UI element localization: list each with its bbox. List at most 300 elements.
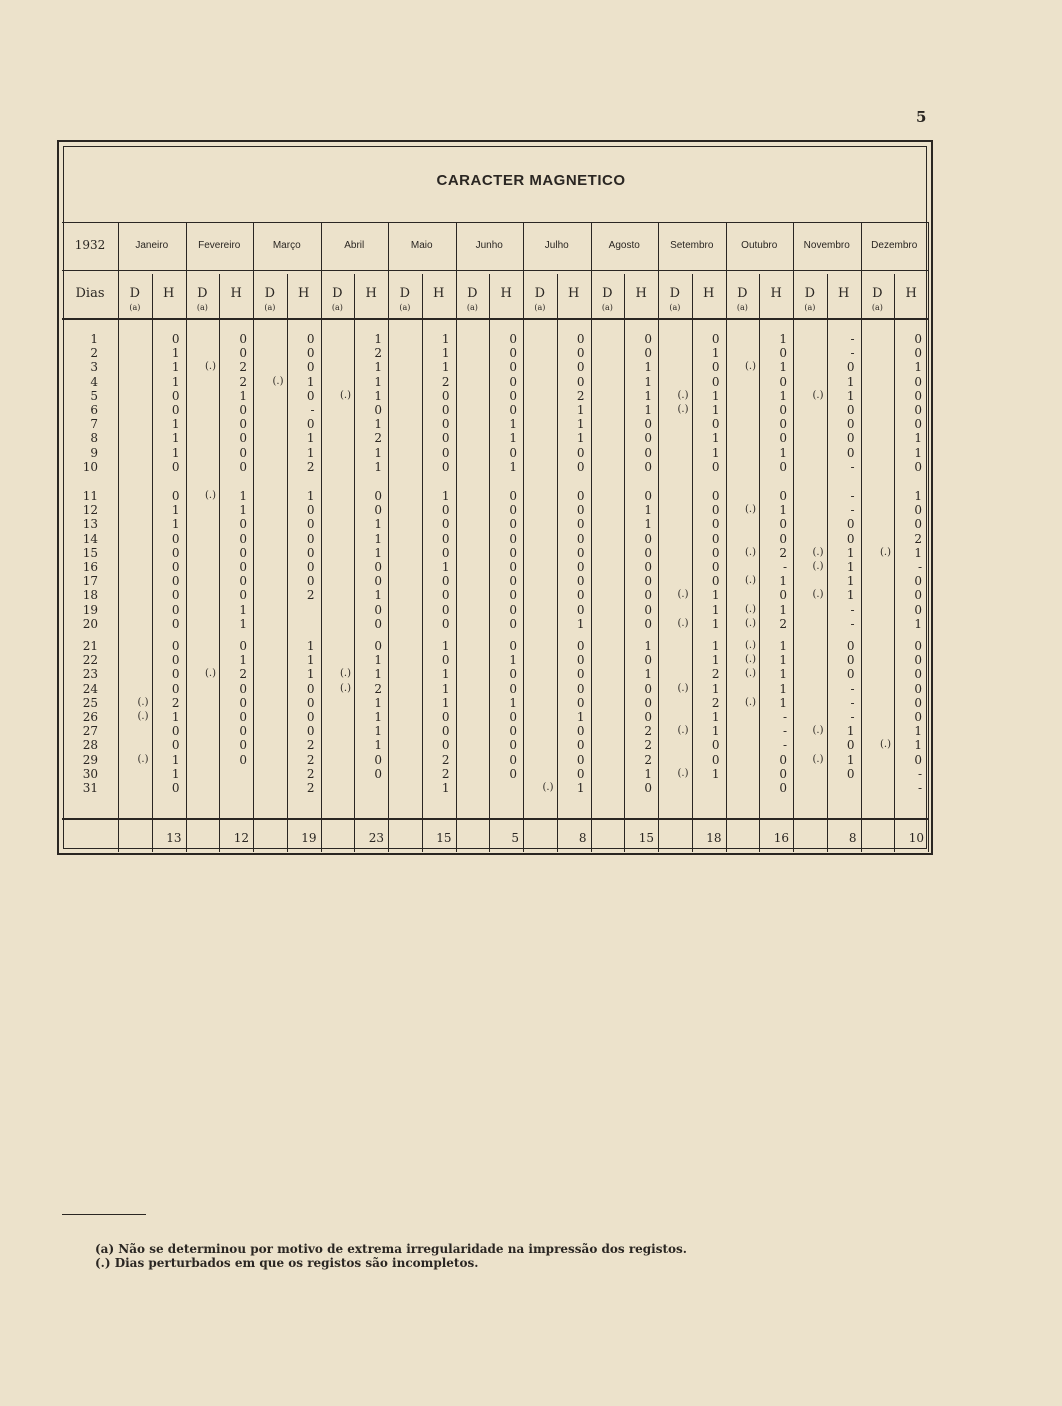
- h-value: 1: [779, 360, 787, 375]
- h-value: 0: [171, 639, 180, 653]
- h-value: 0: [441, 388, 450, 403]
- h-value: 0: [576, 588, 585, 603]
- h-value: 1: [576, 781, 585, 795]
- h-value: 1: [846, 574, 855, 589]
- h-value: 2: [374, 431, 382, 446]
- h-value: 1: [711, 602, 720, 617]
- disturbed-flag: (.): [677, 767, 689, 779]
- h-value: 0: [509, 724, 517, 739]
- h-value: 1: [576, 431, 585, 446]
- h-value: 1: [846, 724, 855, 739]
- h-value: 0: [171, 459, 180, 474]
- h-value: 1: [441, 332, 450, 346]
- h-value: 0: [239, 417, 247, 432]
- disturbed-flag: (.): [677, 725, 689, 737]
- h-value: 0: [306, 545, 315, 560]
- day-number: 22: [82, 653, 98, 668]
- h-value: 0: [644, 445, 652, 460]
- h-value: 0: [846, 639, 855, 653]
- h-value: 0: [441, 503, 450, 518]
- h-value: 0: [914, 503, 922, 518]
- h-value: 1: [171, 766, 180, 781]
- h-header: H: [297, 286, 310, 301]
- h-value: 0: [441, 403, 450, 417]
- day-number: 13: [82, 517, 98, 532]
- monthly-total: 15: [638, 831, 654, 845]
- h-value: 0: [239, 346, 247, 361]
- h-value: 0: [441, 616, 450, 631]
- day-number: 11: [82, 489, 98, 503]
- h-value: 0: [711, 459, 720, 474]
- h-value: 2: [171, 695, 180, 710]
- h-value: 0: [576, 752, 585, 767]
- disturbed-flag: (.): [205, 490, 216, 501]
- h-value: 1: [171, 517, 180, 532]
- h-value: 0: [779, 459, 787, 474]
- h-value: 0: [576, 489, 585, 503]
- h-value: 1: [306, 431, 315, 446]
- h-value: 0: [509, 667, 517, 682]
- h-value: 1: [441, 639, 450, 653]
- h-value: 0: [644, 588, 652, 603]
- h-value: 0: [846, 417, 855, 432]
- h-header: H: [162, 286, 175, 301]
- h-header: H: [837, 286, 850, 301]
- h-value: 1: [576, 616, 585, 631]
- h-value: 0: [509, 545, 517, 560]
- h-value: 0: [509, 588, 517, 603]
- h-value: -: [917, 766, 922, 781]
- h-value: 1: [441, 681, 450, 696]
- h-value: 1: [779, 574, 787, 589]
- h-value: 0: [509, 346, 517, 361]
- h-value: 0: [171, 781, 180, 795]
- d-note: (a): [196, 303, 208, 312]
- h-value: 1: [509, 459, 517, 474]
- h-header: H: [635, 286, 647, 301]
- h-value: 0: [374, 766, 382, 781]
- h-value: 0: [576, 560, 585, 574]
- h-value: 0: [644, 710, 652, 724]
- h-value: 1: [779, 681, 787, 696]
- day-number: 7: [90, 417, 98, 432]
- h-value: 2: [239, 374, 247, 389]
- h-value: 1: [914, 360, 922, 375]
- h-value: 0: [171, 332, 180, 346]
- h-value: 0: [509, 332, 517, 346]
- h-value: 0: [576, 360, 585, 375]
- h-value: 2: [306, 752, 315, 767]
- h-value: 0: [576, 574, 585, 589]
- h-value: 1: [374, 695, 382, 710]
- monthly-total: 15: [436, 831, 452, 845]
- h-value: 1: [374, 653, 382, 668]
- day-number: 21: [82, 639, 98, 653]
- h-value: 1: [779, 695, 787, 710]
- disturbed-flag: (.): [677, 617, 689, 629]
- h-value: 1: [171, 431, 180, 446]
- h-value: 1: [711, 653, 720, 668]
- h-value: 1: [171, 710, 180, 724]
- disturbed-flag: (.): [137, 711, 149, 722]
- h-value: 1: [171, 417, 180, 432]
- monthly-total: 23: [368, 831, 384, 845]
- monthly-total: 10: [908, 831, 924, 845]
- month-divider: [928, 222, 929, 852]
- h-value: 0: [576, 445, 585, 460]
- d-header: D: [602, 286, 613, 301]
- h-value: 0: [914, 388, 922, 403]
- h-value: 0: [306, 360, 315, 375]
- h-value: 1: [509, 653, 517, 668]
- day-number: 3: [90, 360, 98, 375]
- h-value: 0: [509, 738, 517, 753]
- h-value: 1: [374, 710, 382, 724]
- h-value: 0: [914, 459, 922, 474]
- month-divider: [726, 222, 727, 852]
- h-value: 0: [711, 560, 720, 574]
- h-value: 1: [779, 653, 787, 668]
- h-value: 1: [239, 616, 247, 631]
- h-value: 0: [374, 616, 382, 631]
- h-value: 1: [779, 332, 787, 346]
- h-value: 0: [306, 503, 315, 518]
- h-value: 1: [914, 545, 922, 560]
- table-col-divider: [118, 222, 119, 852]
- footnote-rule: [62, 1214, 146, 1215]
- h-value: 0: [644, 574, 652, 589]
- day-number: 10: [82, 459, 98, 474]
- h-value: 1: [644, 517, 652, 532]
- disturbed-flag: (.): [340, 682, 351, 694]
- h-value: 2: [644, 752, 652, 767]
- month-header-fevereiro: Fevereiro: [198, 240, 241, 251]
- h-value: 0: [441, 738, 450, 753]
- h-value: 0: [711, 752, 720, 767]
- h-value: -: [782, 738, 787, 753]
- h-value: 0: [239, 681, 247, 696]
- h-value: 0: [171, 653, 180, 668]
- disturbed-flag: (.): [542, 782, 554, 793]
- d-note: (a): [534, 303, 546, 312]
- h-value: 0: [576, 602, 585, 617]
- d-header: D: [264, 286, 276, 301]
- h-value: 1: [711, 639, 720, 653]
- h-value: 0: [644, 781, 652, 795]
- h-value: 1: [711, 388, 720, 403]
- h-value: 2: [711, 667, 720, 682]
- monthly-total: 8: [848, 831, 857, 845]
- h-value: 1: [374, 360, 382, 375]
- disturbed-flag: (.): [272, 375, 284, 387]
- h-value: 1: [509, 417, 517, 432]
- h-value: 1: [644, 667, 652, 682]
- h-value: 1: [374, 459, 382, 474]
- h-value: 0: [509, 388, 517, 403]
- d-header: D: [534, 286, 546, 301]
- day-number: 18: [82, 588, 98, 603]
- h-value: 1: [914, 616, 922, 631]
- h-value: 0: [441, 445, 450, 460]
- h-value: 2: [306, 766, 315, 781]
- h-header: H: [702, 286, 715, 301]
- h-value: 1: [846, 545, 855, 560]
- h-value: 0: [846, 431, 855, 446]
- day-number: 19: [82, 602, 98, 617]
- h-value: 1: [239, 602, 247, 617]
- h-value: 1: [644, 503, 652, 518]
- h-value: 0: [509, 503, 517, 518]
- h-value: 1: [441, 560, 450, 574]
- h-value: 0: [441, 710, 450, 724]
- disturbed-flag: (.): [745, 617, 756, 629]
- h-value: 0: [914, 417, 922, 432]
- monthly-total: 16: [773, 831, 789, 845]
- h-value: 0: [171, 574, 180, 589]
- h-value: 0: [846, 517, 855, 532]
- h-value: 0: [171, 681, 180, 696]
- month-header-julho: Julho: [544, 240, 569, 251]
- h-value: 1: [171, 503, 180, 518]
- h-value: 0: [576, 346, 585, 361]
- h-value: 0: [239, 545, 247, 560]
- h-value: 2: [306, 459, 315, 474]
- h-value: 0: [509, 531, 517, 546]
- h-value: 0: [711, 332, 720, 346]
- d-note: (a): [399, 303, 411, 312]
- h-value: 1: [779, 445, 787, 460]
- h-value: 1: [374, 588, 382, 603]
- h-value: 1: [441, 781, 450, 795]
- h-value: 0: [171, 724, 180, 739]
- disturbed-flag: (.): [745, 575, 756, 587]
- h-value: 0: [374, 574, 382, 589]
- h-value: 1: [239, 503, 247, 518]
- h-value: 0: [576, 517, 585, 532]
- disturbed-flag: (.): [812, 589, 824, 601]
- h-value: 0: [306, 417, 315, 432]
- h-value: 0: [711, 360, 720, 375]
- h-value: 0: [779, 752, 787, 767]
- h-value: 0: [509, 639, 517, 653]
- h-header: H: [770, 286, 782, 301]
- h-value: 2: [644, 724, 652, 739]
- h-value: 2: [441, 766, 450, 781]
- h-value: 0: [239, 531, 247, 546]
- h-value: 0: [914, 695, 922, 710]
- h-value: 2: [576, 388, 585, 403]
- h-value: 1: [171, 752, 180, 767]
- day-number: 23: [82, 667, 98, 682]
- h-value: 0: [306, 332, 315, 346]
- month-header-março: Março: [272, 240, 301, 251]
- h-value: 1: [846, 752, 855, 767]
- h-value: 1: [374, 445, 382, 460]
- h-value: 0: [644, 459, 652, 474]
- h-value: 1: [306, 374, 315, 389]
- h-value: 0: [711, 738, 720, 753]
- disturbed-flag: (.): [745, 696, 756, 708]
- h-value: 0: [239, 431, 247, 446]
- disturbed-flag: (.): [745, 546, 756, 558]
- h-value: 1: [374, 545, 382, 560]
- h-value: 1: [171, 374, 180, 389]
- h-value: 0: [171, 388, 180, 403]
- h-value: 0: [171, 403, 180, 417]
- day-number: 1: [90, 332, 98, 346]
- h-value: 1: [914, 431, 922, 446]
- d-header: D: [332, 286, 343, 301]
- h-value: 0: [509, 374, 517, 389]
- month-header-janeiro: Janeiro: [135, 240, 169, 251]
- h-value: 0: [846, 531, 855, 546]
- h-value: 1: [374, 738, 382, 753]
- month-divider: [456, 222, 457, 852]
- h-value: 0: [914, 602, 922, 617]
- month-header-agosto: Agosto: [608, 240, 640, 251]
- h-value: 0: [306, 695, 315, 710]
- h-value: 0: [644, 602, 652, 617]
- h-value: 0: [846, 667, 855, 682]
- d-header: D: [399, 286, 411, 301]
- month-header-setembro: Setembro: [670, 240, 714, 251]
- h-value: 0: [239, 517, 247, 532]
- h-value: 0: [846, 766, 855, 781]
- h-value: 1: [644, 766, 652, 781]
- h-value: 0: [914, 653, 922, 668]
- table-rule: [62, 270, 928, 271]
- disturbed-flag: (.): [745, 668, 756, 680]
- day-number: 8: [90, 431, 98, 446]
- h-value: 0: [779, 781, 787, 795]
- d-header: D: [872, 286, 883, 301]
- h-value: 1: [846, 588, 855, 603]
- disturbed-flag: (.): [677, 682, 689, 694]
- disturbed-flag: (.): [137, 696, 149, 708]
- day-number: 14: [82, 531, 98, 546]
- h-value: -: [850, 695, 855, 710]
- h-value: 0: [914, 332, 922, 346]
- d-note: (a): [264, 303, 276, 312]
- disturbed-flag: (.): [340, 668, 351, 680]
- h-value: 1: [576, 710, 585, 724]
- h-value: 0: [509, 517, 517, 532]
- d-note: (a): [331, 303, 343, 312]
- h-value: 0: [239, 639, 247, 653]
- h-value: 0: [576, 681, 585, 696]
- disturbed-flag: (.): [205, 361, 216, 373]
- h-value: 0: [914, 752, 922, 767]
- h-value: 0: [441, 653, 450, 668]
- h-value: 0: [576, 531, 585, 546]
- h-value: 0: [171, 588, 180, 603]
- h-value: 1: [711, 681, 720, 696]
- h-value: -: [850, 710, 855, 724]
- h-value: 0: [239, 403, 247, 417]
- h-value: 0: [576, 738, 585, 753]
- h-value: 0: [509, 616, 517, 631]
- h-value: 1: [374, 531, 382, 546]
- h-value: 0: [779, 417, 787, 432]
- month-divider: [591, 222, 592, 852]
- h-value: 1: [779, 503, 787, 518]
- day-number: 26: [82, 710, 98, 724]
- disturbed-flag: (.): [205, 668, 216, 680]
- h-value: 0: [509, 752, 517, 767]
- disturbed-flag: (.): [340, 389, 351, 401]
- h-value: 0: [239, 560, 247, 574]
- h-value: 0: [576, 332, 585, 346]
- monthly-total: 13: [166, 831, 182, 845]
- h-value: 0: [239, 724, 247, 739]
- h-value: 0: [576, 374, 585, 389]
- h-value: 0: [441, 602, 450, 617]
- disturbed-flag: (.): [812, 389, 824, 401]
- h-value: 1: [441, 489, 450, 503]
- h-value: 2: [644, 738, 652, 753]
- disturbed-flag: (.): [812, 753, 824, 765]
- h-value: 0: [441, 545, 450, 560]
- h-value: 0: [779, 588, 787, 603]
- h-value: 1: [846, 374, 855, 389]
- h-value: 2: [441, 752, 450, 767]
- h-value: 1: [509, 695, 517, 710]
- day-number: 30: [82, 766, 98, 781]
- h-value: 0: [914, 681, 922, 696]
- h-value: 1: [779, 602, 787, 617]
- dias-header: Dias: [75, 286, 105, 301]
- d-note: (a): [804, 303, 816, 312]
- disturbed-flag: (.): [745, 654, 756, 666]
- h-value: 0: [374, 489, 382, 503]
- h-value: 0: [441, 431, 450, 446]
- d-note: (a): [129, 303, 141, 312]
- h-value: 0: [644, 545, 652, 560]
- h-value: -: [782, 560, 787, 574]
- h-value: 2: [374, 681, 382, 696]
- day-number: 31: [82, 781, 98, 795]
- h-value: 1: [914, 738, 922, 753]
- h-value: 0: [779, 531, 787, 546]
- monthly-total: 19: [301, 831, 317, 845]
- h-value: 1: [576, 417, 585, 432]
- h-value: 0: [171, 667, 180, 682]
- h-value: 0: [644, 431, 652, 446]
- h-value: 0: [644, 531, 652, 546]
- h-value: 0: [914, 403, 922, 417]
- h-value: 0: [711, 517, 720, 532]
- h-value: 1: [441, 667, 450, 682]
- h-value: 0: [306, 517, 315, 532]
- h-value: 0: [576, 503, 585, 518]
- day-number: 6: [90, 403, 98, 417]
- h-value: 0: [239, 695, 247, 710]
- h-header: H: [905, 286, 917, 301]
- h-value: 1: [374, 332, 382, 346]
- h-value: 0: [306, 388, 315, 403]
- h-value: 0: [239, 752, 247, 767]
- day-number: 29: [82, 752, 98, 767]
- disturbed-flag: (.): [880, 739, 891, 751]
- month-header-junho: Junho: [475, 240, 503, 251]
- h-value: 2: [239, 360, 247, 375]
- h-value: 0: [171, 531, 180, 546]
- h-value: 1: [711, 445, 720, 460]
- d-header: D: [737, 286, 748, 301]
- h-value: 0: [711, 374, 720, 389]
- d-header: D: [129, 286, 141, 301]
- h-value: 1: [711, 766, 720, 781]
